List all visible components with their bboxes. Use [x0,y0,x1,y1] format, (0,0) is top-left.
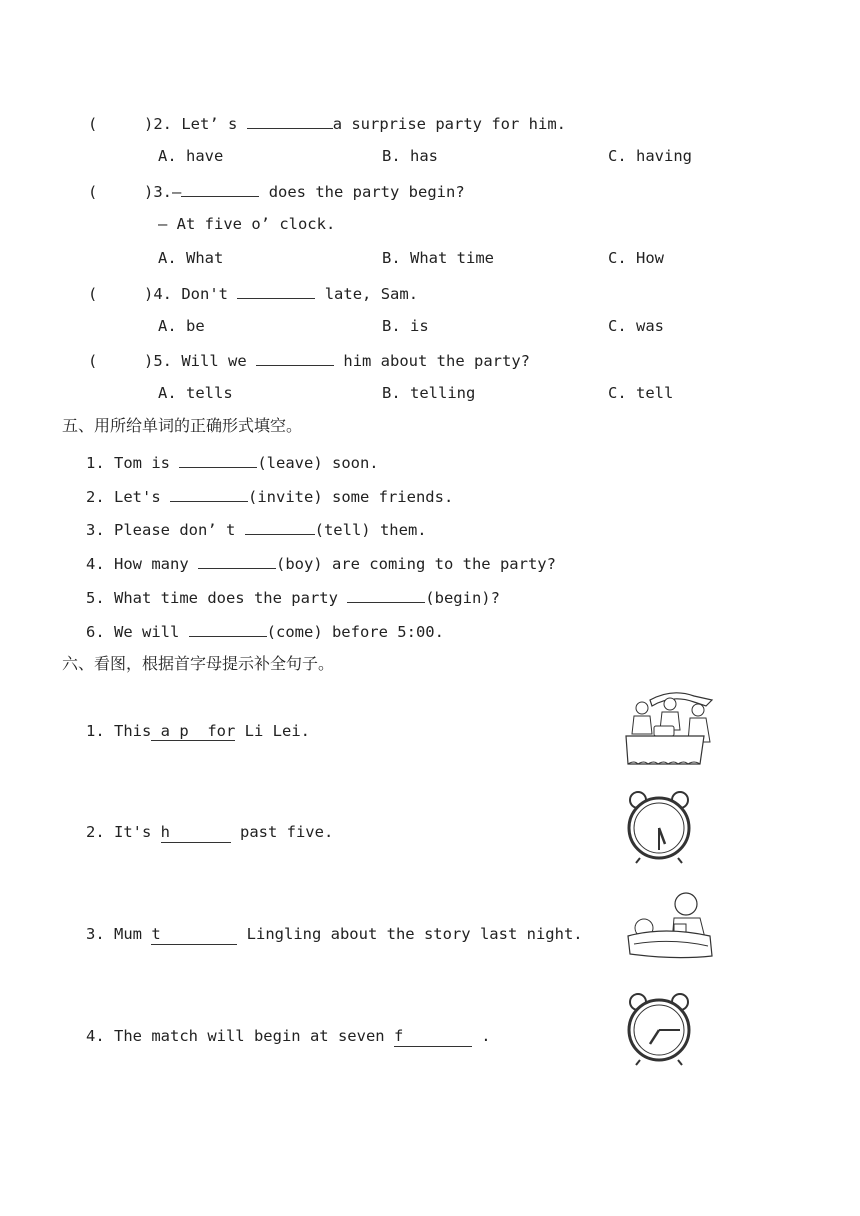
item-text: (leave) soon. [257,454,379,472]
option-c: C. tell [608,384,674,402]
answer-blank[interactable] [245,518,315,535]
item-text: (come) before 5:00. [266,623,444,641]
item-text: 4. The match will begin at seven [86,1027,394,1045]
option-c: C. How [608,249,664,267]
option-c: C. having [608,147,692,165]
answer-blank[interactable] [347,586,425,603]
option-b: B. telling [382,384,476,402]
fill-item-6 [86,620,444,642]
item-text: (tell) them. [314,521,427,539]
question-text: a surprise party for him. [332,115,566,133]
option-c: C. was [608,317,664,335]
answer-blank[interactable] [179,451,257,468]
paren-open: ( [88,183,98,201]
option-b: B. is [382,317,429,335]
question-stem: )4. Don't [144,285,229,303]
answer-blank[interactable] [247,112,333,129]
answer-blank[interactable] [189,620,267,637]
item-text: 3. Please don’ t [86,521,245,539]
question-stem: )3.— [144,183,182,201]
item-text: 1. Tom is [86,454,180,472]
picture-item-3 [86,924,583,945]
fill-item-4 [86,552,556,574]
question-2 [88,112,566,134]
paren-open: ( [88,285,98,303]
answer-blank[interactable] [198,552,276,569]
item-text: 5. What time does the party [86,589,348,607]
item-text: (invite) some friends. [248,488,454,506]
question-stem: )2. Let’ s [144,115,238,133]
option-a: A. What [158,249,224,267]
fill-item-5 [86,586,500,608]
option-b: B. What time [382,249,494,267]
answer-blank[interactable]: h [161,822,231,843]
option-a: A. tells [158,384,233,402]
question-text: him about the party? [343,352,530,370]
section-6-title: 六、看图，根据首字母提示补全句子。 [62,654,335,673]
section-5-title: 五、用所给单词的正确形式填空。 [62,416,303,435]
item-text: Lingling about the story last night. [237,925,583,943]
mother-telling-story-icon [624,888,718,964]
item-text: . [471,1027,491,1045]
answer-blank[interactable]: f [394,1026,472,1047]
paren-open: ( [88,115,98,133]
item-text: (begin)? [425,589,500,607]
answer-blank[interactable]: a p for [151,722,236,740]
item-text: past five. [230,823,334,841]
picture-item-2 [86,822,333,843]
item-text: 1. This [86,722,152,740]
answer-blank[interactable] [170,485,248,502]
question-5 [88,349,530,371]
party-icon [620,686,720,770]
item-text: (boy) are coming to the party? [275,555,556,573]
dialogue-answer: — At five o’ clock. [158,215,336,233]
answer-blank[interactable]: t [151,924,237,945]
fill-item-1 [86,451,379,473]
option-b: B. has [382,147,438,165]
question-stem: )5. Will we [144,352,247,370]
question-text: late, Sam. [324,285,419,303]
picture-item-4 [86,1026,491,1047]
question-4 [88,282,418,304]
item-text: Li Lei. [235,722,310,740]
item-text: 4. How many [86,555,198,573]
answer-blank[interactable] [181,180,259,197]
item-text: 2. It's [86,823,161,841]
question-3 [88,180,465,202]
paren-open: ( [88,352,98,370]
picture-item-1 [86,721,310,741]
fill-item-3 [86,518,427,540]
option-a: A. be [158,317,205,335]
option-a: A. have [158,147,224,165]
item-text: 3. Mum [86,925,152,943]
answer-blank[interactable] [256,349,334,366]
item-text: 6. We will [86,623,189,641]
fill-item-2 [86,485,453,507]
question-text: does the party begin? [268,183,465,201]
answer-blank[interactable] [237,282,315,299]
item-text: 2. Let's [86,488,170,506]
clock-seven-fifteen-icon [624,992,694,1066]
clock-half-past-five-icon [624,790,694,864]
